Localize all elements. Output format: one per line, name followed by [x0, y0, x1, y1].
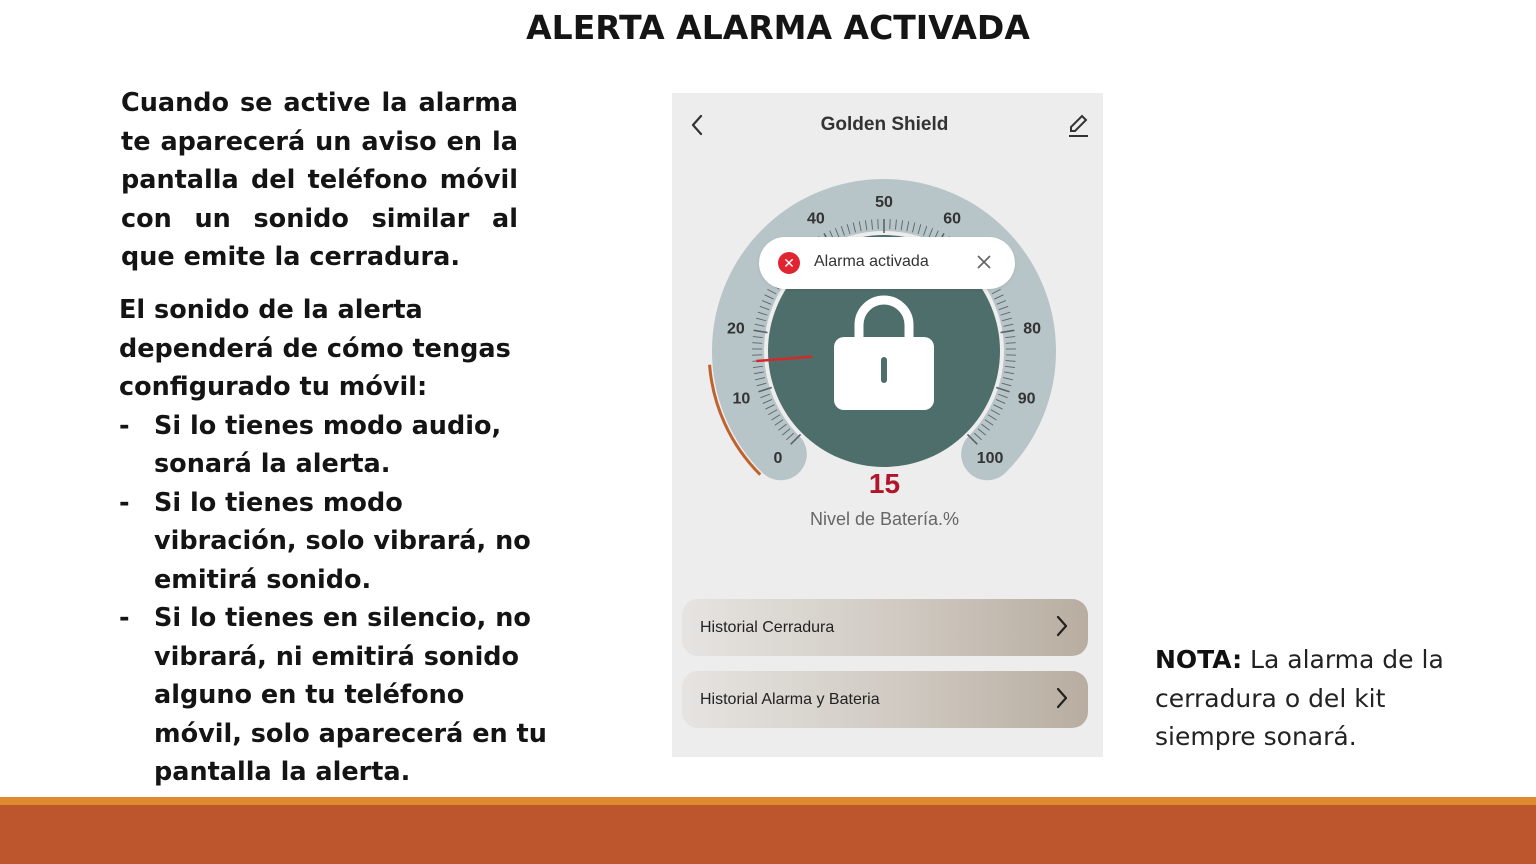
battery-label: Nivel de Batería.% — [809, 509, 960, 529]
bullet-dash: - — [119, 603, 130, 633]
note-label: NOTA: — [1155, 645, 1243, 674]
error-x-icon: ✕ — [778, 252, 800, 274]
gauge-tick-label: 90 — [1017, 390, 1036, 408]
list-item-text: Si lo tienes en silencio, no vibrará, ni emitirá sonido alguno en tu teléfono móvil, solo aparecerá en tu pantalla la alerta. — [154, 603, 547, 787]
gauge-tick-label: 60 — [943, 210, 961, 228]
lock-history-label: Historial Cerradura — [700, 619, 835, 636]
phone-screenshot — [672, 93, 1103, 757]
gauge-tick-label: 0 — [773, 450, 783, 468]
slide-title: ALERTA ALARMA ACTIVADA — [526, 8, 1030, 47]
alarm-toast — [759, 237, 1015, 289]
note — [1155, 641, 1455, 757]
sound-explanation — [119, 291, 549, 792]
list-item — [119, 407, 549, 484]
gauge-tick-label: 80 — [1023, 320, 1042, 338]
list-item-text: Si lo tienes modo vibración, solo vibrará, no emitirá sonido. — [154, 487, 531, 595]
gauge-tick-label: 40 — [807, 210, 825, 228]
toast-message: Alarma activada — [814, 253, 929, 270]
chevron-right-icon — [1052, 612, 1072, 640]
list-item — [119, 599, 549, 792]
gauge-tick — [752, 343, 762, 344]
device-name: Golden Shield — [820, 114, 949, 135]
bullet-dash: - — [119, 410, 130, 441]
toast-close-button[interactable] — [973, 251, 995, 273]
gauge-tick-label: 20 — [726, 320, 745, 338]
gauge-tick-label: 10 — [732, 390, 751, 408]
gauge-tick-label: 50 — [875, 194, 893, 211]
footer-bar — [0, 805, 1536, 864]
lock-history-button[interactable] — [682, 599, 1088, 656]
gauge-tick-label: 100 — [976, 450, 1004, 468]
battery-value: 15 — [868, 468, 901, 499]
chevron-right-icon — [1052, 684, 1072, 712]
close-icon — [973, 251, 995, 273]
note-text: La alarma de la cerradura o del kit siempre sonará. — [1155, 645, 1444, 751]
alarm-battery-history-button[interactable] — [682, 671, 1088, 728]
bullet-dash: - — [119, 487, 130, 518]
list-item — [119, 484, 549, 600]
footer-accent-line — [0, 797, 1536, 805]
gauge-tick — [1006, 343, 1016, 344]
list-item-text: Si lo tienes modo audio, sonará la alerta. — [154, 410, 502, 479]
alarm-battery-history-label: Historial Alarma y Bateria — [700, 691, 880, 708]
intro-paragraph: Cuando se active la alarma te aparecerá un aviso en la pantalla del teléfono móvil con un sonido similar al que emite la cerradura. — [121, 88, 518, 272]
sound-mode-list — [119, 407, 549, 792]
sound-explanation-intro: El sonido de la alerta dependerá de cómo tengas configurado tu móvil: — [119, 295, 511, 402]
